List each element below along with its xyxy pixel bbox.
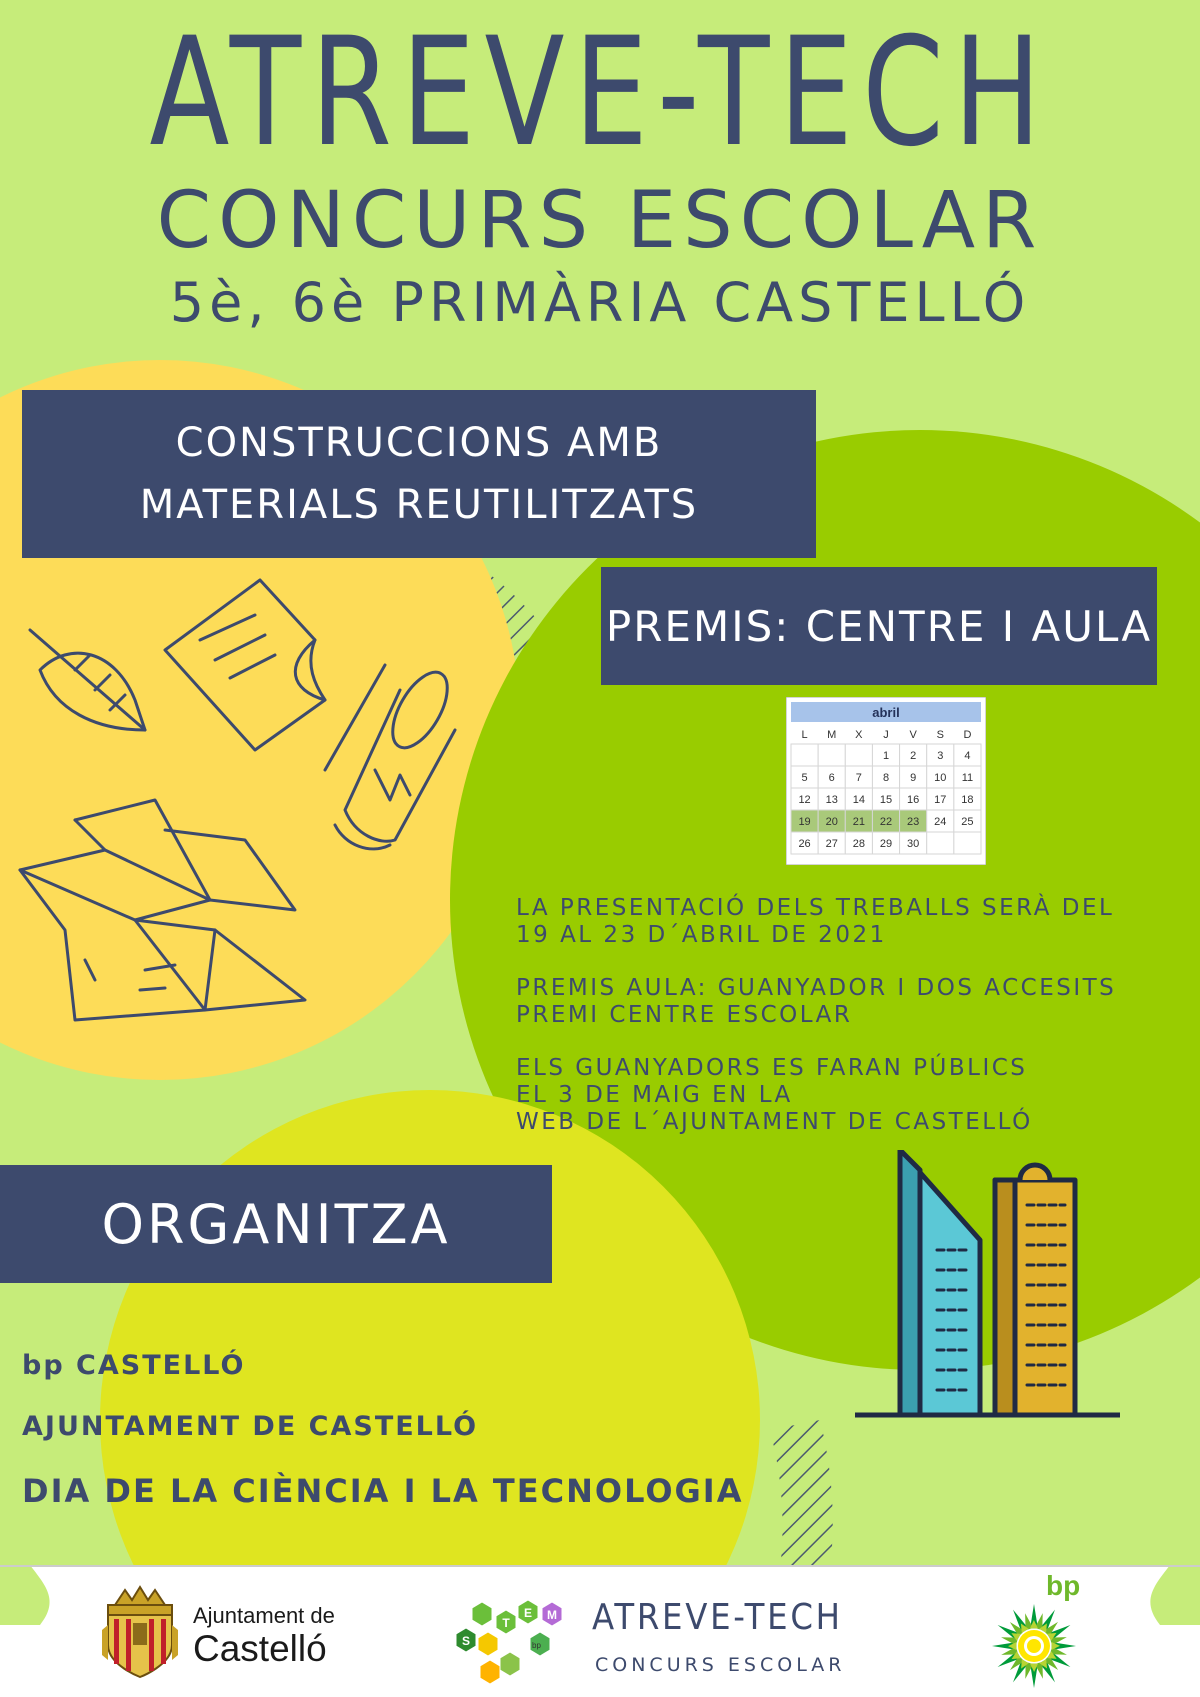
calendar-cell (818, 744, 845, 766)
calendar-day: 14 (852, 794, 865, 806)
calendar-day: 13 (825, 794, 838, 806)
organizer-ajuntament: AJUNTAMENT DE CASTELLÓ (22, 1411, 479, 1442)
calendar-day: 3 (937, 750, 944, 762)
stem-letter-e: E (523, 1606, 533, 1620)
stem-letter-s: S (461, 1634, 471, 1648)
calendar-day: 7 (855, 772, 862, 784)
calendar-day: 15 (879, 794, 893, 806)
calendar-weekday: L (801, 729, 808, 741)
calendar-grid (791, 729, 981, 854)
calendar-day: 16 (907, 794, 920, 806)
calendar-day: 18 (961, 794, 974, 806)
calendar-weekday: S (936, 729, 944, 741)
calendar-weekday: J (883, 729, 889, 741)
hatch-arc-lower (770, 1420, 833, 1570)
calendar-day: 30 (907, 838, 920, 850)
prizes-label: PREMIS: CENTRE I AULA (605, 601, 1153, 651)
calendar-day: 29 (879, 838, 893, 850)
calendar-day: 19 (798, 816, 811, 828)
calendar-weekday: V (909, 729, 917, 741)
calendar-day: 5 (801, 772, 808, 784)
info-winners-line-1: ELS GUANYADORS ES FARAN PÚBLICS (516, 1055, 1028, 1081)
theme-banner (22, 390, 816, 558)
leaf-icon (30, 630, 145, 730)
calendar-cell (845, 744, 872, 766)
calendar-day: 20 (825, 816, 838, 828)
calendar-day: 12 (798, 794, 811, 806)
calendar-icon (786, 697, 986, 865)
calendar-day: 10 (934, 772, 947, 784)
ajuntament-logo-line-2: Castelló (193, 1628, 327, 1669)
info-dates-line-2: 19 AL 23 D´ABRIL DE 2021 (516, 922, 887, 948)
prizes-banner (601, 567, 1157, 685)
calendar-day: 4 (964, 750, 971, 762)
calendar-day: 17 (934, 794, 947, 806)
organizer-label: ORGANITZA (101, 1192, 451, 1256)
castello-coat-of-arms-icon (100, 1585, 180, 1680)
stem-logo-subtitle: CONCURS ESCOLAR (595, 1654, 846, 1676)
calendar-cell (791, 744, 818, 766)
info-block-dates (516, 895, 1114, 949)
stem-letter-t: T (502, 1616, 510, 1630)
calendar-day: 24 (934, 816, 947, 828)
calendar-day: 22 (879, 816, 893, 828)
calendar-day: 25 (961, 816, 974, 828)
calendar-day: 26 (798, 838, 811, 850)
calendar-weekday: D (963, 729, 972, 741)
calendar-day: 11 (961, 772, 974, 784)
info-dates-line-1: LA PRESENTACIÓ DELS TREBALLS SERÀ DEL (516, 895, 1115, 921)
calendar-day: 21 (852, 816, 865, 828)
calendar-day: 1 (882, 750, 890, 762)
bp-helios-icon (990, 1602, 1078, 1690)
stem-logo-title: ATREVE-TECH (592, 1597, 843, 1638)
stem-letter-m: M (547, 1608, 557, 1622)
organizer-science-day: DIA DE LA CIÈNCIA I LA TECNOLOGIA (22, 1472, 744, 1510)
info-block-prizes (516, 975, 1116, 1029)
calendar-month: abril (872, 705, 900, 720)
theme-line-2: MATERIALS REUTILITZATS (139, 482, 699, 528)
cardboard-box-icon (20, 800, 305, 1020)
calendar-day: 23 (907, 816, 920, 828)
info-prizes-line-2: PREMI CENTRE ESCOLAR (516, 1002, 853, 1028)
calendar-day: 9 (910, 772, 917, 784)
stem-hexagon-logo-icon (452, 1598, 574, 1690)
recycled-materials-sketch (15, 570, 485, 1040)
calendar-weekday: M (827, 729, 837, 741)
ajuntament-logo-line-1: Ajuntament de (193, 1603, 335, 1628)
calendar-cell (927, 832, 954, 854)
theme-line-1: CONSTRUCCIONS AMB (175, 420, 663, 466)
page-subtitle: CONCURS ESCOLAR (156, 176, 1044, 266)
calendar-weekday: X (855, 729, 863, 741)
page-title: ATREVE-TECH (149, 6, 1051, 180)
calendar-day: 8 (882, 772, 890, 784)
organizer-banner (0, 1165, 552, 1283)
calendar-day: 27 (825, 838, 838, 850)
info-block-winners (516, 1055, 1033, 1136)
calendar-day: 2 (910, 750, 917, 762)
buildings-icon (855, 1150, 1125, 1420)
calendar-cell (954, 832, 981, 854)
info-winners-line-3: WEB DE L´AJUNTAMENT DE CASTELLÓ (516, 1109, 1033, 1135)
info-prizes-line-1: PREMIS AULA: GUANYADOR I DOS ACCESITS (516, 975, 1117, 1001)
stem-small-bp: bp (532, 1641, 541, 1650)
info-winners-line-2: EL 3 DE MAIG EN LA (516, 1082, 793, 1108)
calendar-day: 6 (828, 772, 835, 784)
organizer-bp: bp CASTELLÓ (22, 1350, 246, 1381)
bp-logo-label: bp (1046, 1570, 1081, 1601)
paper-icon (165, 580, 325, 750)
grade-subtitle: 5è, 6è PRIMÀRIA CASTELLÓ (169, 271, 1031, 334)
calendar-day: 28 (852, 838, 865, 850)
soda-can-icon (325, 664, 458, 849)
